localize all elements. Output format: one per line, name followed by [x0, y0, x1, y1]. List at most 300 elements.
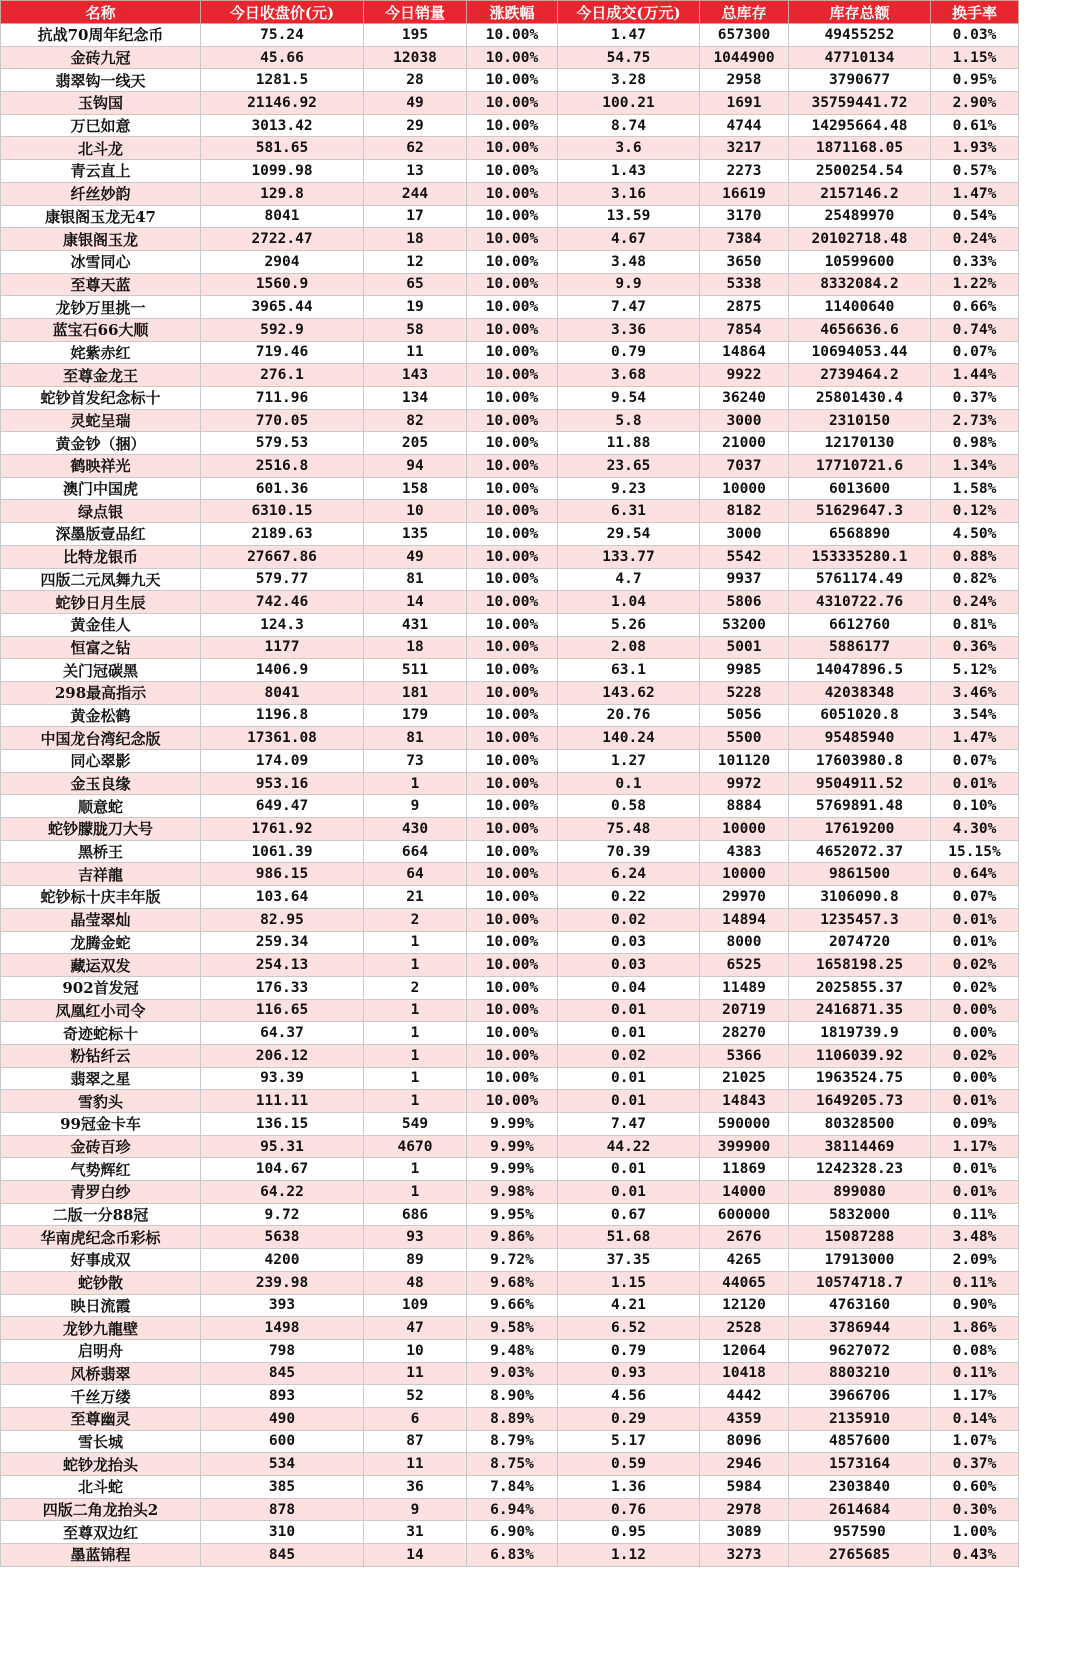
- cell-turnover: 54.75: [558, 46, 700, 69]
- cell-name: 奇迹蛇标十: [1, 1022, 201, 1045]
- cell-turnover: 7.47: [558, 1113, 700, 1136]
- table-row: [1, 795, 1019, 818]
- cell-name: 298最高指示: [1, 681, 201, 704]
- cell-change-pct: 10.00%: [467, 931, 558, 954]
- cell-turnover: 100.21: [558, 92, 700, 115]
- cell-close-price: 8041: [201, 205, 364, 228]
- cell-close-price: 579.77: [201, 568, 364, 591]
- cell-turnover: 0.01: [558, 1022, 700, 1045]
- cell-sales-volume: 1: [364, 772, 467, 795]
- table-row: [1, 1135, 1019, 1158]
- cell-total-stock: 2946: [700, 1453, 789, 1476]
- cell-sales-volume: 4670: [364, 1135, 467, 1158]
- cell-turnover: 0.01: [558, 1067, 700, 1090]
- cell-turnover: 23.65: [558, 455, 700, 478]
- cell-sales-volume: 195: [364, 24, 467, 47]
- cell-stock-value: 35759441.72: [789, 92, 931, 115]
- cell-sales-volume: 1: [364, 1158, 467, 1181]
- table-row: [1, 432, 1019, 455]
- cell-stock-value: 4656636.6: [789, 318, 931, 341]
- cell-turnover-rate: 0.88%: [931, 545, 1019, 568]
- cell-total-stock: 14894: [700, 908, 789, 931]
- cell-sales-volume: 12: [364, 250, 467, 273]
- cell-change-pct: 10.00%: [467, 160, 558, 183]
- cell-close-price: 45.66: [201, 46, 364, 69]
- cell-total-stock: 2958: [700, 69, 789, 92]
- cell-stock-value: 12170130: [789, 432, 931, 455]
- cell-close-price: 136.15: [201, 1113, 364, 1136]
- cell-name: 龙钞万里挑一: [1, 296, 201, 319]
- table-row: [1, 1362, 1019, 1385]
- table-row: [1, 591, 1019, 614]
- cell-name: 冰雪同心: [1, 250, 201, 273]
- cell-turnover-rate: 0.01%: [931, 1181, 1019, 1204]
- cell-turnover: 0.79: [558, 341, 700, 364]
- table-row: [1, 636, 1019, 659]
- cell-turnover-rate: 1.93%: [931, 137, 1019, 160]
- cell-change-pct: 9.58%: [467, 1317, 558, 1340]
- cell-name: 粉钻纤云: [1, 1044, 201, 1067]
- cell-name: 鹤映祥光: [1, 455, 201, 478]
- cell-sales-volume: 89: [364, 1249, 467, 1272]
- cell-turnover-rate: 0.11%: [931, 1271, 1019, 1294]
- cell-change-pct: 10.00%: [467, 750, 558, 773]
- cell-stock-value: 49455252: [789, 24, 931, 47]
- cell-change-pct: 10.00%: [467, 704, 558, 727]
- cell-stock-value: 1106039.92: [789, 1044, 931, 1067]
- cell-turnover: 0.29: [558, 1407, 700, 1430]
- table-row: [1, 1317, 1019, 1340]
- cell-turnover: 70.39: [558, 840, 700, 863]
- cell-turnover-rate: 0.90%: [931, 1294, 1019, 1317]
- cell-stock-value: 15087288: [789, 1226, 931, 1249]
- cell-turnover: 63.1: [558, 659, 700, 682]
- cell-sales-volume: 6: [364, 1407, 467, 1430]
- cell-sales-volume: 31: [364, 1521, 467, 1544]
- cell-change-pct: 10.00%: [467, 636, 558, 659]
- cell-turnover-rate: 1.86%: [931, 1317, 1019, 1340]
- cell-sales-volume: 64: [364, 863, 467, 886]
- cell-close-price: 770.05: [201, 409, 364, 432]
- cell-total-stock: 2875: [700, 296, 789, 319]
- cell-turnover: 11.88: [558, 432, 700, 455]
- table-row: [1, 318, 1019, 341]
- table-row: [1, 46, 1019, 69]
- cell-close-price: 93.39: [201, 1067, 364, 1090]
- cell-total-stock: 10418: [700, 1362, 789, 1385]
- cell-sales-volume: 1: [364, 999, 467, 1022]
- cell-stock-value: 2135910: [789, 1407, 931, 1430]
- cell-close-price: 239.98: [201, 1271, 364, 1294]
- cell-turnover: 3.28: [558, 69, 700, 92]
- header-close-price: 今日收盘价(元): [201, 1, 364, 24]
- cell-name: 映日流霞: [1, 1294, 201, 1317]
- cell-close-price: 845: [201, 1544, 364, 1567]
- cell-change-pct: 9.72%: [467, 1249, 558, 1272]
- cell-turnover-rate: 1.47%: [931, 182, 1019, 205]
- cell-change-pct: 10.00%: [467, 92, 558, 115]
- cell-stock-value: 2025855.37: [789, 976, 931, 999]
- cell-total-stock: 11869: [700, 1158, 789, 1181]
- cell-name: 99冠金卡车: [1, 1113, 201, 1136]
- cell-turnover-rate: 1.22%: [931, 273, 1019, 296]
- cell-name: 绿点银: [1, 500, 201, 523]
- cell-turnover-rate: 0.02%: [931, 976, 1019, 999]
- table-row: [1, 1203, 1019, 1226]
- cell-sales-volume: 28: [364, 69, 467, 92]
- cell-stock-value: 2614684: [789, 1498, 931, 1521]
- cell-sales-volume: 9: [364, 1498, 467, 1521]
- cell-change-pct: 10.00%: [467, 69, 558, 92]
- cell-sales-volume: 49: [364, 92, 467, 115]
- cell-stock-value: 4763160: [789, 1294, 931, 1317]
- cell-name: 蓝宝石66大顺: [1, 318, 201, 341]
- cell-name: 北斗龙: [1, 137, 201, 160]
- cell-turnover-rate: 0.11%: [931, 1362, 1019, 1385]
- cell-total-stock: 14000: [700, 1181, 789, 1204]
- cell-turnover: 4.21: [558, 1294, 700, 1317]
- cell-change-pct: 6.94%: [467, 1498, 558, 1521]
- cell-total-stock: 4442: [700, 1385, 789, 1408]
- cell-turnover: 4.56: [558, 1385, 700, 1408]
- cell-stock-value: 17619200: [789, 818, 931, 841]
- cell-change-pct: 10.00%: [467, 999, 558, 1022]
- cell-sales-volume: 244: [364, 182, 467, 205]
- cell-close-price: 1498: [201, 1317, 364, 1340]
- cell-change-pct: 10.00%: [467, 772, 558, 795]
- cell-total-stock: 10000: [700, 818, 789, 841]
- cell-total-stock: 5366: [700, 1044, 789, 1067]
- table-row: [1, 772, 1019, 795]
- cell-sales-volume: 65: [364, 273, 467, 296]
- cell-turnover: 1.04: [558, 591, 700, 614]
- table-row: [1, 568, 1019, 591]
- cell-sales-volume: 1: [364, 931, 467, 954]
- cell-stock-value: 20102718.48: [789, 228, 931, 251]
- cell-close-price: 124.3: [201, 613, 364, 636]
- cell-name: 同心翠影: [1, 750, 201, 773]
- cell-turnover-rate: 1.34%: [931, 455, 1019, 478]
- cell-close-price: 254.13: [201, 954, 364, 977]
- cell-change-pct: 9.66%: [467, 1294, 558, 1317]
- cell-total-stock: 8884: [700, 795, 789, 818]
- cell-sales-volume: 11: [364, 1362, 467, 1385]
- cell-turnover-rate: 0.09%: [931, 1113, 1019, 1136]
- cell-total-stock: 2528: [700, 1317, 789, 1340]
- cell-stock-value: 2416871.35: [789, 999, 931, 1022]
- cell-turnover-rate: 2.09%: [931, 1249, 1019, 1272]
- table-row: [1, 681, 1019, 704]
- cell-turnover-rate: 0.12%: [931, 500, 1019, 523]
- cell-stock-value: 51629647.3: [789, 500, 931, 523]
- cell-change-pct: 10.00%: [467, 1044, 558, 1067]
- cell-turnover-rate: 0.00%: [931, 1067, 1019, 1090]
- cell-stock-value: 2310150: [789, 409, 931, 432]
- cell-stock-value: 10694053.44: [789, 341, 931, 364]
- cell-total-stock: 36240: [700, 387, 789, 410]
- cell-turnover: 0.22: [558, 886, 700, 909]
- cell-close-price: 3013.42: [201, 114, 364, 137]
- cell-close-price: 711.96: [201, 387, 364, 410]
- cell-turnover-rate: 0.11%: [931, 1203, 1019, 1226]
- cell-sales-volume: 11: [364, 341, 467, 364]
- cell-total-stock: 28270: [700, 1022, 789, 1045]
- cell-turnover-rate: 0.43%: [931, 1544, 1019, 1567]
- cell-sales-volume: 81: [364, 568, 467, 591]
- header-total-stock: 总库存: [700, 1, 789, 24]
- cell-stock-value: 4652072.37: [789, 840, 931, 863]
- table-row: [1, 704, 1019, 727]
- cell-sales-volume: 81: [364, 727, 467, 750]
- cell-turnover: 3.36: [558, 318, 700, 341]
- cell-sales-volume: 1: [364, 1067, 467, 1090]
- cell-change-pct: 9.99%: [467, 1135, 558, 1158]
- cell-turnover: 5.8: [558, 409, 700, 432]
- table-row: [1, 250, 1019, 273]
- cell-turnover-rate: 0.98%: [931, 432, 1019, 455]
- cell-turnover: 9.9: [558, 273, 700, 296]
- cell-turnover-rate: 0.02%: [931, 1044, 1019, 1067]
- table-row: [1, 1476, 1019, 1499]
- cell-close-price: 798: [201, 1339, 364, 1362]
- table-row: [1, 92, 1019, 115]
- cell-sales-volume: 664: [364, 840, 467, 863]
- cell-close-price: 1560.9: [201, 273, 364, 296]
- cell-name: 雪豹头: [1, 1090, 201, 1113]
- cell-total-stock: 8096: [700, 1430, 789, 1453]
- cell-total-stock: 9922: [700, 364, 789, 387]
- cell-turnover: 133.77: [558, 545, 700, 568]
- cell-change-pct: 8.79%: [467, 1430, 558, 1453]
- cell-stock-value: 1235457.3: [789, 908, 931, 931]
- cell-sales-volume: 62: [364, 137, 467, 160]
- cell-change-pct: 10.00%: [467, 205, 558, 228]
- cell-turnover-rate: 0.02%: [931, 954, 1019, 977]
- header-turnover-rate: 换手率: [931, 1, 1019, 24]
- cell-stock-value: 47710134: [789, 46, 931, 69]
- table-row: [1, 1271, 1019, 1294]
- cell-turnover-rate: 0.95%: [931, 69, 1019, 92]
- cell-turnover: 9.23: [558, 477, 700, 500]
- cell-sales-volume: 179: [364, 704, 467, 727]
- cell-change-pct: 10.00%: [467, 409, 558, 432]
- cell-total-stock: 12064: [700, 1339, 789, 1362]
- table-row: [1, 886, 1019, 909]
- cell-change-pct: 10.00%: [467, 341, 558, 364]
- cell-turnover-rate: 0.24%: [931, 591, 1019, 614]
- cell-close-price: 1099.98: [201, 160, 364, 183]
- table-row: [1, 500, 1019, 523]
- cell-total-stock: 14864: [700, 341, 789, 364]
- table-row: [1, 1544, 1019, 1567]
- cell-change-pct: 10.00%: [467, 500, 558, 523]
- cell-turnover: 5.26: [558, 613, 700, 636]
- cell-sales-volume: 17: [364, 205, 467, 228]
- cell-close-price: 1177: [201, 636, 364, 659]
- table-row: [1, 908, 1019, 931]
- table-row: [1, 228, 1019, 251]
- cell-change-pct: 10.00%: [467, 1022, 558, 1045]
- table-row: [1, 523, 1019, 546]
- cell-close-price: 592.9: [201, 318, 364, 341]
- cell-sales-volume: 430: [364, 818, 467, 841]
- cell-close-price: 1061.39: [201, 840, 364, 863]
- cell-total-stock: 3089: [700, 1521, 789, 1544]
- cell-sales-volume: 94: [364, 455, 467, 478]
- cell-turnover: 5.17: [558, 1430, 700, 1453]
- cell-close-price: 893: [201, 1385, 364, 1408]
- cell-change-pct: 10.00%: [467, 591, 558, 614]
- cell-close-price: 2722.47: [201, 228, 364, 251]
- cell-turnover: 1.43: [558, 160, 700, 183]
- cell-turnover-rate: 0.81%: [931, 613, 1019, 636]
- table-row: [1, 1090, 1019, 1113]
- cell-total-stock: 16619: [700, 182, 789, 205]
- cell-total-stock: 2273: [700, 160, 789, 183]
- table-row: [1, 1430, 1019, 1453]
- cell-name: 姹紫赤红: [1, 341, 201, 364]
- cell-turnover: 13.59: [558, 205, 700, 228]
- cell-change-pct: 10.00%: [467, 863, 558, 886]
- table-row: [1, 1407, 1019, 1430]
- cell-close-price: 103.64: [201, 886, 364, 909]
- cell-close-price: 27667.86: [201, 545, 364, 568]
- cell-turnover-rate: 1.17%: [931, 1135, 1019, 1158]
- cell-sales-volume: 135: [364, 523, 467, 546]
- cell-name: 启明舟: [1, 1339, 201, 1362]
- cell-name: 深墨版壹品红: [1, 523, 201, 546]
- cell-name: 黄金松鹤: [1, 704, 201, 727]
- table-row: [1, 1044, 1019, 1067]
- cell-change-pct: 10.00%: [467, 228, 558, 251]
- cell-close-price: 82.95: [201, 908, 364, 931]
- cell-change-pct: 10.00%: [467, 681, 558, 704]
- cell-sales-volume: 93: [364, 1226, 467, 1249]
- cell-stock-value: 1649205.73: [789, 1090, 931, 1113]
- cell-name: 蛇钞龙抬头: [1, 1453, 201, 1476]
- cell-change-pct: 10.00%: [467, 1067, 558, 1090]
- table-row: [1, 659, 1019, 682]
- cell-total-stock: 5542: [700, 545, 789, 568]
- cell-stock-value: 9627072: [789, 1339, 931, 1362]
- cell-total-stock: 4265: [700, 1249, 789, 1272]
- cell-close-price: 310: [201, 1521, 364, 1544]
- cell-sales-volume: 143: [364, 364, 467, 387]
- cell-sales-volume: 12038: [364, 46, 467, 69]
- cell-stock-value: 3106090.8: [789, 886, 931, 909]
- cell-total-stock: 11489: [700, 976, 789, 999]
- cell-close-price: 4200: [201, 1249, 364, 1272]
- table-row: [1, 1521, 1019, 1544]
- cell-sales-volume: 549: [364, 1113, 467, 1136]
- cell-name: 中国龙台湾纪念版: [1, 727, 201, 750]
- cell-total-stock: 4383: [700, 840, 789, 863]
- cell-change-pct: 9.98%: [467, 1181, 558, 1204]
- cell-total-stock: 20719: [700, 999, 789, 1022]
- cell-turnover-rate: 0.10%: [931, 795, 1019, 818]
- cell-turnover-rate: 5.12%: [931, 659, 1019, 682]
- cell-turnover: 1.12: [558, 1544, 700, 1567]
- cell-total-stock: 14843: [700, 1090, 789, 1113]
- cell-sales-volume: 18: [364, 636, 467, 659]
- cell-total-stock: 12120: [700, 1294, 789, 1317]
- cell-change-pct: 9.99%: [467, 1158, 558, 1181]
- cell-turnover-rate: 2.73%: [931, 409, 1019, 432]
- cell-close-price: 116.65: [201, 999, 364, 1022]
- cell-change-pct: 8.89%: [467, 1407, 558, 1430]
- table-row: [1, 818, 1019, 841]
- table-row: [1, 999, 1019, 1022]
- table-row: [1, 114, 1019, 137]
- cell-stock-value: 6568890: [789, 523, 931, 546]
- cell-turnover: 0.95: [558, 1521, 700, 1544]
- cell-name: 青云直上: [1, 160, 201, 183]
- cell-name: 902首发冠: [1, 976, 201, 999]
- cell-name: 至尊双边红: [1, 1521, 201, 1544]
- cell-close-price: 104.67: [201, 1158, 364, 1181]
- cell-change-pct: 10.00%: [467, 182, 558, 205]
- cell-turnover-rate: 2.90%: [931, 92, 1019, 115]
- cell-close-price: 878: [201, 1498, 364, 1521]
- cell-change-pct: 10.00%: [467, 477, 558, 500]
- table-row: [1, 1158, 1019, 1181]
- cell-total-stock: 1691: [700, 92, 789, 115]
- cell-change-pct: 10.00%: [467, 318, 558, 341]
- table-row: [1, 364, 1019, 387]
- cell-stock-value: 2303840: [789, 1476, 931, 1499]
- cell-close-price: 986.15: [201, 863, 364, 886]
- cell-stock-value: 957590: [789, 1521, 931, 1544]
- cell-sales-volume: 2: [364, 976, 467, 999]
- table-row: [1, 1067, 1019, 1090]
- cell-close-price: 174.09: [201, 750, 364, 773]
- table-row: [1, 750, 1019, 773]
- cell-change-pct: 9.68%: [467, 1271, 558, 1294]
- cell-name: 晶莹翠灿: [1, 908, 201, 931]
- cell-stock-value: 1573164: [789, 1453, 931, 1476]
- table-row: [1, 1113, 1019, 1136]
- cell-stock-value: 2765685: [789, 1544, 931, 1567]
- cell-sales-volume: 1: [364, 1090, 467, 1113]
- cell-sales-volume: 10: [364, 1339, 467, 1362]
- cell-stock-value: 899080: [789, 1181, 931, 1204]
- cell-stock-value: 14047896.5: [789, 659, 931, 682]
- cell-sales-volume: 9: [364, 795, 467, 818]
- cell-turnover-rate: 1.15%: [931, 46, 1019, 69]
- cell-total-stock: 5056: [700, 704, 789, 727]
- cell-close-price: 742.46: [201, 591, 364, 614]
- cell-total-stock: 21000: [700, 432, 789, 455]
- cell-stock-value: 9861500: [789, 863, 931, 886]
- cell-total-stock: 10000: [700, 477, 789, 500]
- cell-sales-volume: 14: [364, 1544, 467, 1567]
- table-row: [1, 1181, 1019, 1204]
- cell-turnover: 0.01: [558, 1181, 700, 1204]
- cell-sales-volume: 48: [364, 1271, 467, 1294]
- cell-change-pct: 8.75%: [467, 1453, 558, 1476]
- cell-turnover: 0.01: [558, 1158, 700, 1181]
- cell-total-stock: 7037: [700, 455, 789, 478]
- cell-change-pct: 10.00%: [467, 24, 558, 47]
- cell-turnover: 37.35: [558, 1249, 700, 1272]
- cell-turnover: 3.68: [558, 364, 700, 387]
- cell-stock-value: 2157146.2: [789, 182, 931, 205]
- cell-total-stock: 6525: [700, 954, 789, 977]
- cell-close-price: 276.1: [201, 364, 364, 387]
- cell-turnover: 1.47: [558, 24, 700, 47]
- cell-total-stock: 2676: [700, 1226, 789, 1249]
- cell-change-pct: 10.00%: [467, 659, 558, 682]
